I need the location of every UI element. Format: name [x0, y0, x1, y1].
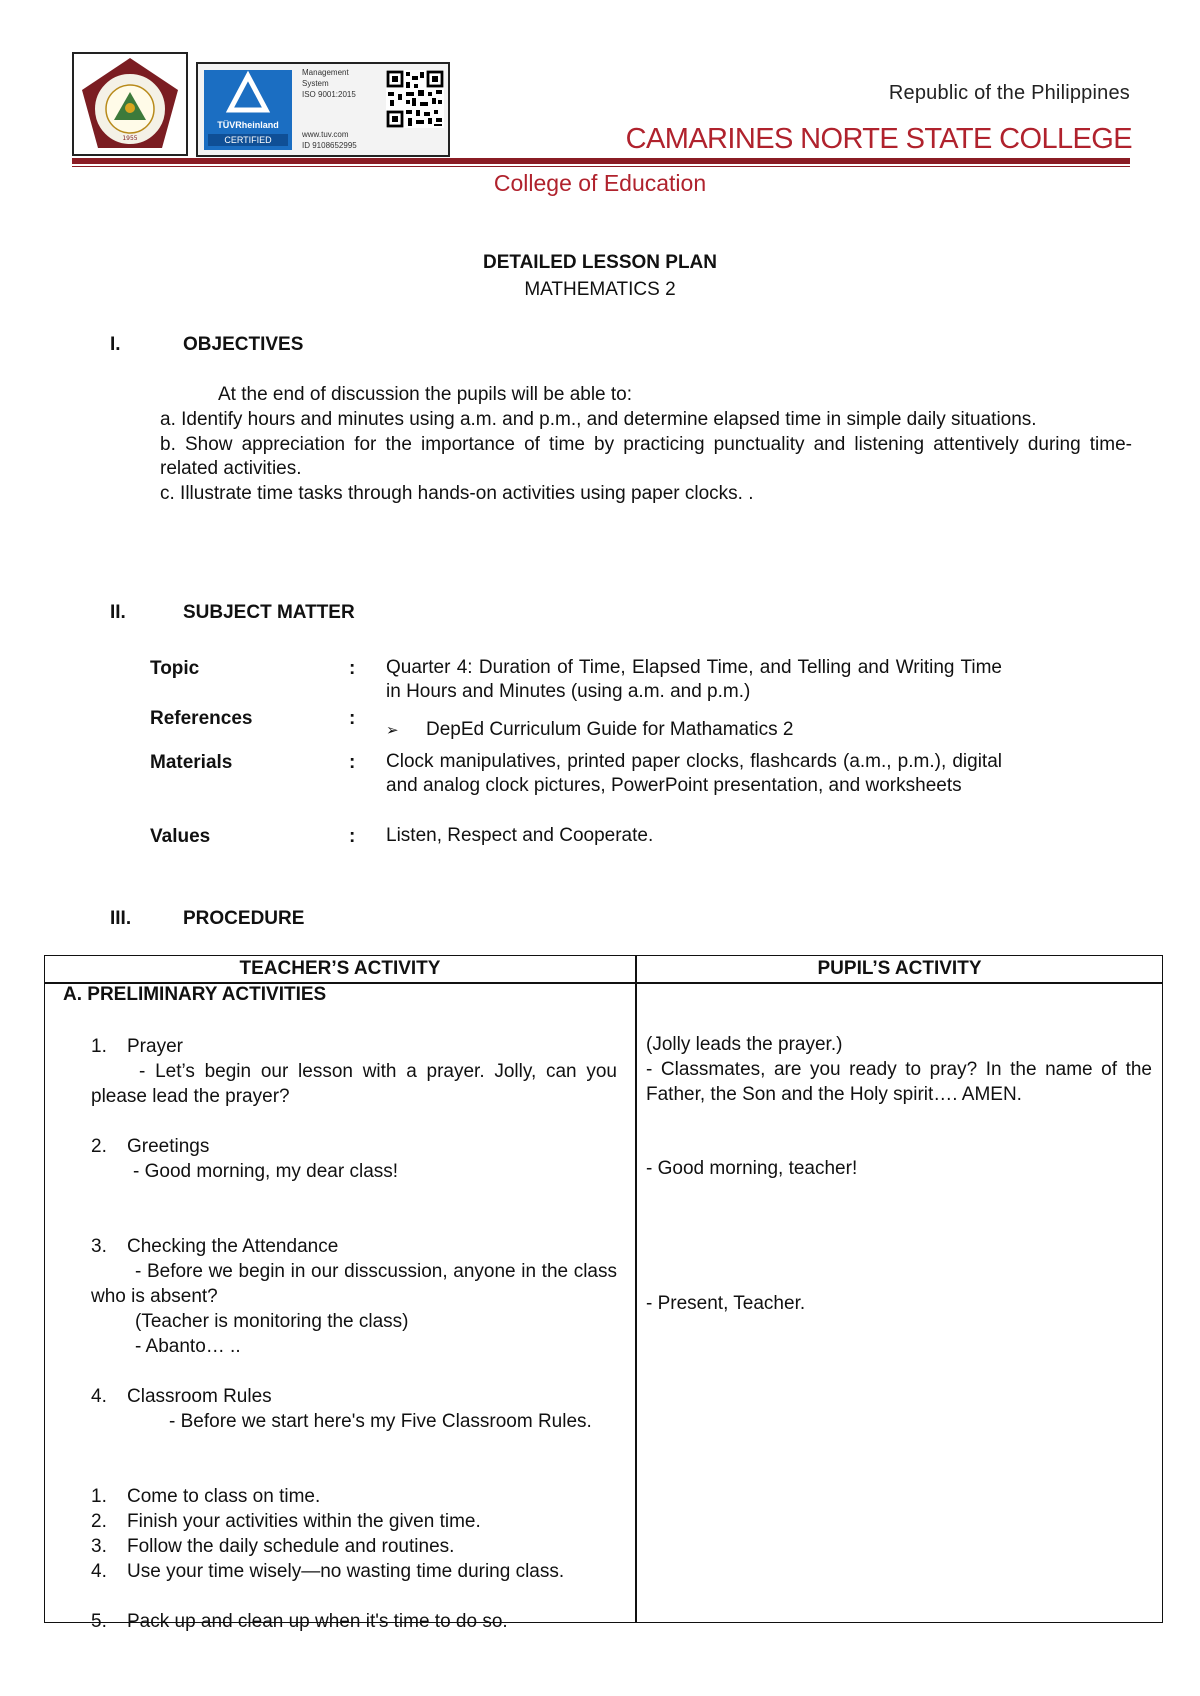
subject-matter-heading: SUBJECT MATTER	[183, 602, 355, 623]
attendance-item	[91, 1234, 338, 1259]
classroom-rules-item	[91, 1384, 272, 1409]
rule-number: 4.	[91, 1561, 107, 1582]
pupil-activity-header: PUPIL’S ACTIVITY	[817, 958, 982, 979]
rule-number: 2.	[91, 1511, 107, 1532]
classroom-rules-text: - Before we start here's my Five Classroom Rules.	[169, 1411, 592, 1432]
tuv-certified-label: CERTIFIED	[208, 134, 288, 146]
pupil-prayer-note: (Jolly leads the prayer.)	[646, 1034, 843, 1055]
greetings-number: 2.	[91, 1136, 107, 1157]
header-divider	[72, 158, 1130, 164]
republic-line: Republic of the Philippines	[888, 82, 1130, 104]
prayer-title: Prayer	[127, 1036, 183, 1057]
values-label: Values	[150, 826, 211, 847]
cert-line-1: Management	[302, 68, 349, 77]
objective-item: c. Illustrate time tasks through hands-on activities using paper clocks. .	[160, 483, 754, 504]
subject-matter-number: II.	[110, 602, 126, 623]
attendance-call: - Abanto… ..	[135, 1336, 241, 1357]
cert-line-4: www.tuv.com	[302, 130, 349, 139]
table-column-divider	[635, 956, 637, 1622]
rule-text: Pack up and clean up when it's time to do so.	[127, 1611, 508, 1632]
greetings-title: Greetings	[127, 1136, 210, 1157]
tuv-brand: TÜVRheinland	[217, 120, 279, 130]
classroom-rules-number: 4.	[91, 1386, 107, 1407]
references-label: References	[150, 708, 253, 729]
references-text: DepEd Curriculum Guide for Mathamatics 2	[426, 719, 794, 740]
prayer-number: 1.	[91, 1036, 107, 1057]
objectives-intro: At the end of discussion the pupils will be able to:	[218, 384, 633, 405]
procedure-table	[44, 955, 1163, 1632]
procedure-number: III.	[110, 908, 132, 929]
tuv-logo	[204, 70, 292, 150]
materials-label: Materials	[150, 752, 233, 773]
objectives-number: I.	[110, 334, 121, 355]
materials-value: Clock manipulatives, printed paper clocks, flashcards (a.m., p.m.), digital and analog clock pictures, PowerPoint presentation, and worksheets	[386, 751, 1002, 796]
attendance-note: (Teacher is monitoring the class)	[135, 1311, 409, 1332]
rule-item	[91, 1509, 481, 1534]
college-seal-logo	[72, 52, 188, 156]
document-subtitle: MATHEMATICS 2	[524, 279, 676, 300]
rule-item	[91, 1609, 508, 1634]
classroom-rules-title: Classroom Rules	[127, 1386, 272, 1407]
references-colon: :	[349, 708, 356, 729]
pupil-prayer-text: - Classmates, are you ready to pray? In the name of the Father, the Son and the Holy spirit…. AMEN.	[646, 1059, 1152, 1105]
rule-text: Follow the daily schedule and routines.	[127, 1536, 455, 1557]
objectives-heading: OBJECTIVES	[183, 334, 304, 355]
rule-number: 3.	[91, 1536, 107, 1557]
rule-text: Use your time wisely—no wasting time during class.	[127, 1561, 565, 1582]
cert-line-5: ID 9108652995	[302, 141, 357, 150]
materials-colon: :	[349, 752, 356, 773]
greetings-teacher-text: - Good morning, my dear class!	[133, 1161, 399, 1182]
pupil-attendance-text: - Present, Teacher.	[646, 1293, 806, 1314]
rule-number: 5.	[91, 1611, 107, 1632]
rule-text: Come to class on time.	[127, 1486, 321, 1507]
values-colon: :	[349, 826, 356, 847]
prayer-teacher-text: - Let’s begin our lesson with a prayer. Jolly, can you please lead the prayer?	[91, 1061, 617, 1107]
preliminary-activities-heading: A. PRELIMINARY ACTIVITIES	[63, 984, 327, 1005]
tuv-triangle-icon	[204, 70, 292, 118]
topic-value: Quarter 4: Duration of Time, Elapsed Time, and Telling and Writing Time in Hours and Minutes (using a.m. and p.m.)	[386, 657, 1002, 702]
topic-colon: :	[349, 658, 356, 679]
rule-number: 1.	[91, 1486, 107, 1507]
prayer-item	[91, 1034, 183, 1059]
cert-line-2: System	[302, 79, 329, 88]
objectives-list	[160, 408, 1132, 507]
qr-code-icon	[386, 70, 444, 128]
cert-line-3: ISO 9001:2015	[302, 90, 356, 99]
seal-icon	[74, 54, 186, 154]
rule-item	[91, 1559, 617, 1584]
attendance-title: Checking the Attendance	[127, 1236, 339, 1257]
college-name: CAMARINES NORTE STATE COLLEGE	[625, 123, 1132, 155]
greetings-item	[91, 1134, 209, 1159]
objective-item: b. Show appreciation for the importance of time by practicing punctuality and listening attentively during time-related activities.	[160, 434, 1132, 479]
document-title: DETAILED LESSON PLAN	[483, 252, 717, 273]
department-name: College of Education	[493, 170, 707, 196]
values-value: Listen, Respect and Cooperate.	[386, 825, 654, 846]
seal-year: 1955	[122, 135, 138, 142]
rule-item	[91, 1534, 454, 1559]
rule-text: Finish your activities within the given time.	[127, 1511, 481, 1532]
rule-item	[91, 1484, 320, 1509]
procedure-heading: PROCEDURE	[183, 908, 305, 929]
attendance-number: 3.	[91, 1236, 107, 1257]
references-value	[386, 718, 1002, 743]
arrow-bullet-icon: ➢	[386, 722, 399, 739]
topic-label: Topic	[150, 658, 200, 679]
attendance-teacher-text: - Before we begin in our disscussion, anyone in the class who is absent?	[91, 1261, 617, 1307]
teacher-activity-header: TEACHER’S ACTIVITY	[239, 958, 441, 979]
iso-certification-badge	[196, 62, 450, 157]
objective-item: a. Identify hours and minutes using a.m. and p.m., and determine elapsed time in simple daily situations.	[160, 409, 1037, 430]
header-divider-thin	[72, 166, 1130, 167]
pupil-greeting-text: - Good morning, teacher!	[646, 1158, 858, 1179]
